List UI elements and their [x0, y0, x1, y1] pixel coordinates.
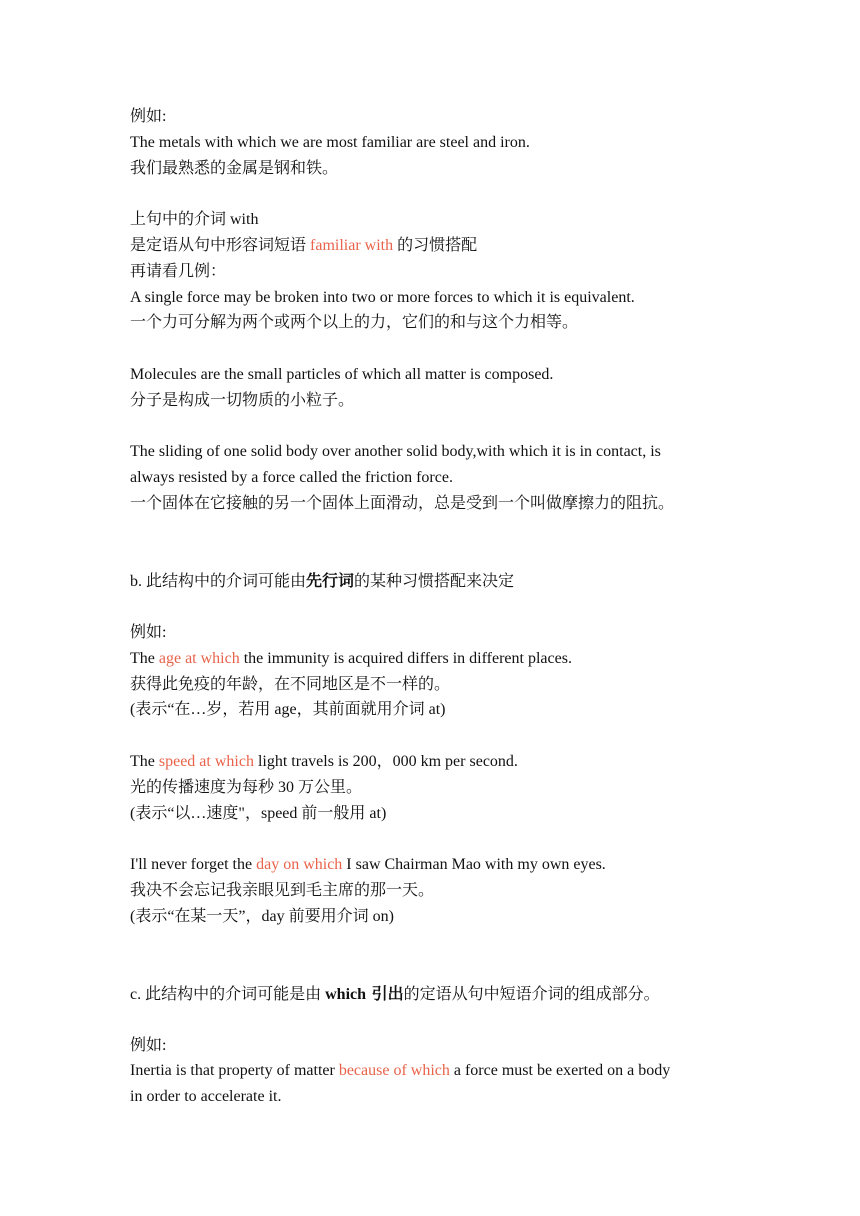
example-sentence-zh: 光的传播速度为每秒 30 万公里。 [130, 778, 363, 796]
highlighted-phrase: age at which [158, 649, 240, 667]
highlighted-phrase: because of which [338, 1062, 450, 1080]
example-sentence-en: Inertia is that property of matter because of which a force must be exerted on a body [130, 1062, 671, 1080]
example-sentence-en: I'll never forget the day on which I saw Chairman Mao with my own eyes. [130, 856, 606, 874]
example-sentence-en: always resisted by a force called the friction force. [130, 469, 453, 487]
usage-note: (表示“以…速度"，speed 前一般用 at) [130, 804, 387, 822]
example-sentence-zh: 我决不会忘记我亲眼见到毛主席的那一天。 [130, 881, 435, 899]
more-examples-label: 再请看几例： [130, 262, 227, 280]
explanation-line: 是定语从句中形容词短语 familiar with 的习惯搭配 [130, 236, 478, 254]
example-sentence-en: The age at which the immunity is acquired differs in different places. [130, 649, 572, 667]
example-sentence-zh: 一个固体在它接触的另一个固体上面滑动，总是受到一个叫做摩擦力的阻抗。 [130, 494, 675, 512]
example-sentence-en: Molecules are the small particles of which all matter is composed. [130, 365, 554, 383]
usage-note: (表示“在某一天”，day 前要用介词 on) [130, 907, 394, 925]
example-sentence-en: The sliding of one solid body over another solid body,with which it is in contact, is [130, 443, 661, 461]
example-sentence-zh: 一个力可分解为两个或两个以上的力，它们的和与这个力相等。 [130, 314, 579, 332]
explanation-line: 上句中的介词 with [130, 211, 259, 229]
usage-note: (表示“在…岁，若用 age，其前面就用介词 at) [130, 701, 446, 719]
example-sentence-zh: 分子是构成一切物质的小粒子。 [130, 391, 355, 409]
document-page [130, 104, 730, 1110]
example-sentence-en: in order to accelerate it. [130, 1088, 282, 1106]
example-label: 例如: [130, 1036, 167, 1054]
example-sentence-en: The metals with which we are most familiar are steel and iron. [130, 133, 530, 151]
example-sentence-en: A single force may be broken into two or more forces to which it is equivalent. [130, 288, 635, 306]
example-label: 例如: [130, 108, 167, 125]
highlighted-phrase: familiar with [310, 236, 394, 254]
example-sentence-zh: 获得此免疫的年龄，在不同地区是不一样的。 [130, 675, 451, 693]
highlighted-phrase: speed at which [158, 752, 254, 770]
highlighted-phrase: day on which [256, 856, 343, 874]
example-sentence-en: The speed at which light travels is 200，000 km per second. [130, 752, 518, 770]
example-label: 例如: [130, 623, 167, 641]
section-heading-c: c. 此结构中的介词可能是由 which 引出的定语从句中短语介词的组成部分。 [130, 984, 660, 1004]
section-heading-b: b. 此结构中的介词可能由先行词的某种习惯搭配来决定 [130, 571, 515, 591]
example-sentence-zh: 我们最熟悉的金属是钢和铁。 [130, 159, 339, 177]
